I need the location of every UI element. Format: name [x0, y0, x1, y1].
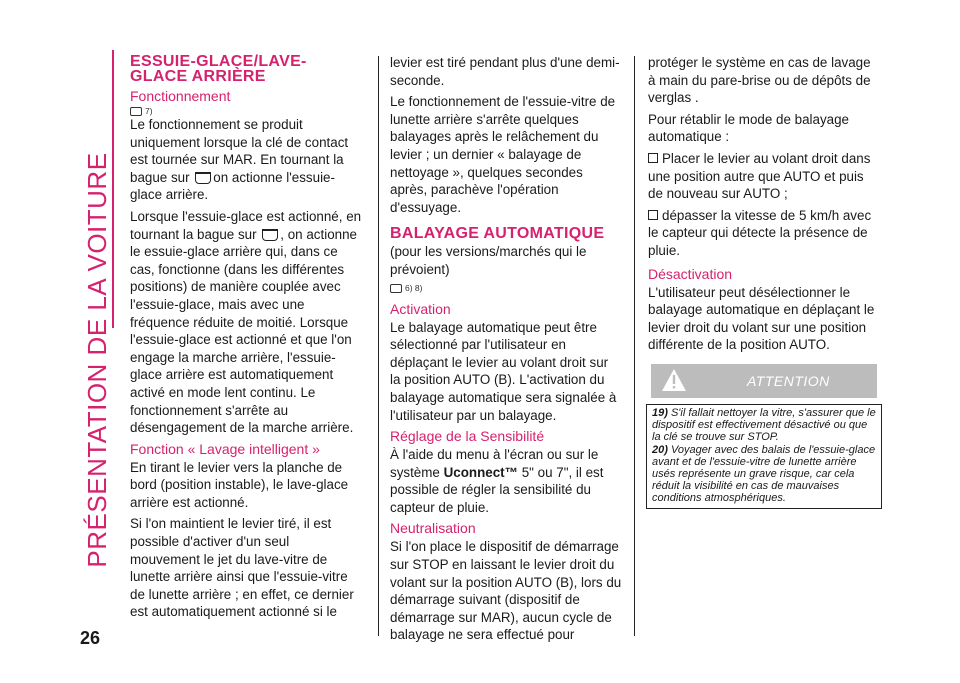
note-20: 20) Voyager avec des balais de l'essuie-glace avant et de l'essuie-vitre de lunette arrière usés représente un grave risque, car cela réduit la visibilité en cas de mauvaises conditions atmosphériques.	[652, 443, 876, 504]
attention-label: ATTENTION	[747, 372, 830, 389]
warning-triangle-icon	[661, 368, 687, 392]
heading-desactivation: Désactivation	[648, 265, 733, 282]
paragraph: Pour rétablir le mode de balayage automatique :	[648, 111, 849, 145]
heading-neutralisation: Neutralisation	[390, 520, 476, 537]
reference-note: 7)	[130, 106, 362, 116]
book-reference-icon	[390, 284, 402, 293]
book-reference-icon	[130, 107, 142, 116]
rear-wiper-symbol-icon	[262, 229, 278, 241]
reference-note: 6) 8)	[390, 283, 622, 293]
paragraph: (pour les versions/marchés qui le prévoient)	[390, 244, 587, 277]
attention-notes	[646, 404, 882, 509]
heading-fonctionnement: Fonctionnement	[130, 88, 231, 104]
column-2	[390, 54, 622, 648]
paragraph: À l'aide du menu à l'écran ou sur le système Uconnect™ 5" ou 7", il est possible de régler la sensibilité du capteur de pluie.	[390, 447, 604, 515]
column-3	[648, 54, 880, 509]
rear-wiper-symbol-icon	[195, 172, 211, 184]
paragraph: Si l'on maintient le levier tiré, il est possible d'activer d'un seul mouvement le jet du lave-vitre de lunette arrière ainsi que l'essuie-vitre de lunette arrière ; en effet, ce dernier est automatiquement actionné si le	[130, 516, 354, 620]
page-number: 26	[80, 628, 101, 648]
section-side-title: PRÉSENTATION DE LA VOITURE	[82, 152, 112, 568]
paragraph: Le balayage automatique peut être sélectionné par l'utilisateur en déplaçant le levier au volant droit sur la position AUTO (B). L'activation du balayage automatique sera signalée à l'utilisateur par un balayage.	[390, 319, 617, 423]
paragraph: En tirant le levier vers la planche de bord (position instable), le lave-glace arrière est actionné.	[130, 459, 349, 510]
paragraph: protéger le système en cas de lavage à main du pare-brise ou de dépôts de verglas .	[648, 55, 871, 106]
column-1	[130, 54, 362, 625]
bullet-box-icon	[648, 153, 658, 163]
paragraph: levier est tiré pendant plus d'une demi-seconde.	[390, 55, 620, 88]
heading-lavage-intelligent: Fonction « Lavage intelligent »	[130, 440, 320, 457]
bullet-box-icon	[648, 210, 658, 220]
heading-reglage: Réglage de la Sensibilité	[390, 428, 545, 445]
section-title-rear-wiper: ESSUIE-GLACE/LAVE-GLACE ARRIÈRE	[130, 53, 307, 85]
bullet-item: Placer le levier au volant droit dans une position autre que AUTO et puis de nouveau sur AUTO ;	[648, 150, 871, 202]
note-19: 19) S'il fallait nettoyer la vitre, s'assurer que le dispositif est effectivement désactivé ou que la clé se trouve sur STOP.	[652, 406, 876, 443]
paragraph: Si l'on place le dispositif de démarrage sur STOP en laissant le levier droit du volant sur la position AUTO (B), lors du démarrage suivant (dispositif de démarrage sur MAR), aucun cycle de balayage ne sera effectué pour	[390, 539, 622, 643]
paragraph: Le fonctionnement se produit uniquement lorsque la clé de contact est tournée sur MAR. En tournant la bague sur on actionne l'essuie-glace arrière.	[130, 117, 349, 203]
bullet-item: dépasser la vitesse de 5 km/h avec le capteur qui détecte la présence de pluie.	[648, 207, 872, 258]
section-title-balayage: BALAYAGE AUTOMATIQUE	[390, 225, 605, 243]
paragraph: Lorsque l'essuie-glace est actionné, en tournant la bague sur , on actionne le essuie-glace arrière qui, dans ce cas, fonctionne (dans les différentes positions) de manière couplée avec l'essuie-glace, mais avec une fréquence réduite de moitié. Lorsque l'essuie-glace est actionné et que l'on engage la marche arrière, l'essuie-glace arrière est automatiquement activé en mode lent continu. Le fonctionnement s'arrête au désengagement de la marche arrière.	[130, 208, 362, 436]
column-divider	[634, 56, 635, 636]
column-divider	[378, 56, 379, 636]
paragraph: Le fonctionnement de l'essuie-vitre de lunette arrière s'arrête quelques balayages après le relâchement du levier ; un dernier « balayage de nettoyage », quelques secondes après, parachève l'opération d'essuyage.	[390, 94, 616, 215]
paragraph: L'utilisateur peut désélectionner le balayage automatique en déplaçant le levier droit du volant sur une position différente de la position AUTO.	[648, 284, 875, 353]
attention-header	[651, 364, 877, 398]
heading-activation: Activation	[390, 300, 451, 317]
brand-name: Uconnect™	[443, 464, 518, 480]
